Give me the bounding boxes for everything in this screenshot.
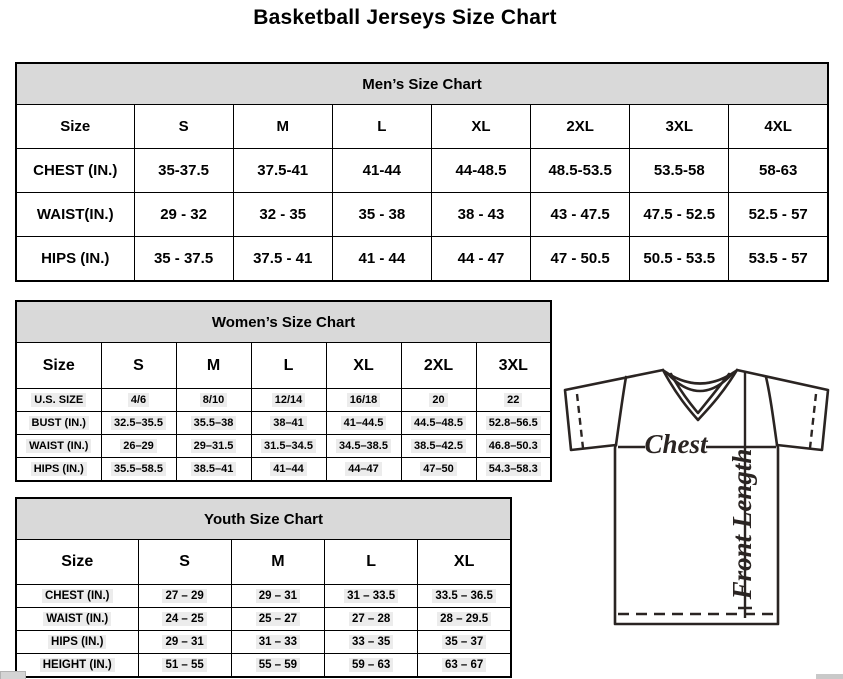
table-cell: 44-48.5 xyxy=(431,149,530,193)
row-label: WAIST (IN.) xyxy=(16,608,138,631)
column-header: S xyxy=(134,105,233,149)
table-cell: 44–47 xyxy=(326,458,401,482)
table-cell: 38 - 43 xyxy=(431,193,530,237)
table-cell: 28 – 29.5 xyxy=(418,608,511,631)
table-row xyxy=(16,389,551,412)
row-label: HIPS (IN.) xyxy=(16,631,138,654)
table-cell: 41 - 44 xyxy=(332,237,431,282)
table-cell: 8/10 xyxy=(176,389,251,412)
table-title: Youth Size Chart xyxy=(16,498,511,540)
table-cell: 35 - 37.5 xyxy=(134,237,233,282)
table-cell: 12/14 xyxy=(251,389,326,412)
horizontal-scrollbar-fragment-left[interactable] xyxy=(0,671,26,679)
table-cell: 34.5–38.5 xyxy=(326,435,401,458)
column-header: S xyxy=(101,343,176,389)
table-cell: 22 xyxy=(476,389,551,412)
table-cell: 35 - 38 xyxy=(332,193,431,237)
column-header: 2XL xyxy=(531,105,630,149)
table-cell: 54.3–58.3 xyxy=(476,458,551,482)
table-cell: 33.5 – 36.5 xyxy=(418,585,511,608)
table-cell: 38–41 xyxy=(251,412,326,435)
page-title: Basketball Jerseys Size Chart xyxy=(253,6,557,29)
table-cell: 63 – 67 xyxy=(418,654,511,678)
row-label: HIPS (IN.) xyxy=(16,458,101,482)
chest-label: Chest xyxy=(644,429,708,460)
column-header: M xyxy=(231,540,324,585)
column-header: L xyxy=(325,540,418,585)
table-cell: 25 – 27 xyxy=(231,608,324,631)
table-cell: 33 – 35 xyxy=(325,631,418,654)
table-cell: 35 – 37 xyxy=(418,631,511,654)
table-title-row xyxy=(16,63,828,105)
column-header: M xyxy=(233,105,332,149)
table-row xyxy=(16,435,551,458)
column-header: 3XL xyxy=(476,343,551,389)
table-title-row xyxy=(16,301,551,343)
table-cell: 52.5 - 57 xyxy=(729,193,828,237)
right-sleeve-seam xyxy=(766,377,777,445)
table-cell: 47–50 xyxy=(401,458,476,482)
table-title: Men’s Size Chart xyxy=(16,63,828,105)
column-header: XL xyxy=(326,343,401,389)
table-cell: 24 – 25 xyxy=(138,608,231,631)
table-cell: 29 – 31 xyxy=(138,631,231,654)
table-row xyxy=(16,412,551,435)
table-cell: 29–31.5 xyxy=(176,435,251,458)
table-cell: 55 – 59 xyxy=(231,654,324,678)
table-cell: 20 xyxy=(401,389,476,412)
table-header-row xyxy=(16,105,828,149)
table-cell: 50.5 - 53.5 xyxy=(630,237,729,282)
row-label: BUST (IN.) xyxy=(16,412,101,435)
table-cell: 46.8–50.3 xyxy=(476,435,551,458)
table-cell: 35-37.5 xyxy=(134,149,233,193)
row-label: CHEST (IN.) xyxy=(16,149,134,193)
size-column-header: Size xyxy=(16,343,101,389)
table-cell: 41–44.5 xyxy=(326,412,401,435)
column-header: L xyxy=(332,105,431,149)
table-cell: 4/6 xyxy=(101,389,176,412)
table-cell: 48.5-53.5 xyxy=(531,149,630,193)
table-cell: 38.5–42.5 xyxy=(401,435,476,458)
table-cell: 29 – 31 xyxy=(231,585,324,608)
column-header: S xyxy=(138,540,231,585)
table-cell: 47 - 50.5 xyxy=(531,237,630,282)
table-row xyxy=(16,631,511,654)
table-cell: 41–44 xyxy=(251,458,326,482)
table-cell: 47.5 - 52.5 xyxy=(630,193,729,237)
table-row xyxy=(16,608,511,631)
table-cell: 27 – 28 xyxy=(325,608,418,631)
mens-size-chart-table xyxy=(15,62,829,282)
table-header-row xyxy=(16,540,511,585)
table-cell: 29 - 32 xyxy=(134,193,233,237)
table-cell: 52.8–56.5 xyxy=(476,412,551,435)
table-cell: 32 - 35 xyxy=(233,193,332,237)
table-cell: 31 – 33 xyxy=(231,631,324,654)
table-title: Women’s Size Chart xyxy=(16,301,551,343)
table-row xyxy=(16,458,551,482)
table-cell: 35.5–58.5 xyxy=(101,458,176,482)
table-cell: 53.5 - 57 xyxy=(729,237,828,282)
table-title-row xyxy=(16,498,511,540)
table-row xyxy=(16,585,511,608)
row-label: HEIGHT (IN.) xyxy=(16,654,138,678)
front-length-label: Front Length xyxy=(727,448,758,600)
table-row xyxy=(16,193,828,237)
table-row xyxy=(16,237,828,282)
table-cell: 32.5–35.5 xyxy=(101,412,176,435)
table-cell: 59 – 63 xyxy=(325,654,418,678)
right-cuff-dashed-line xyxy=(810,394,816,448)
table-cell: 37.5 - 41 xyxy=(233,237,332,282)
table-cell: 35.5–38 xyxy=(176,412,251,435)
table-cell: 53.5-58 xyxy=(630,149,729,193)
table-cell: 16/18 xyxy=(326,389,401,412)
row-label: HIPS (IN.) xyxy=(16,237,134,282)
column-header: 3XL xyxy=(630,105,729,149)
table-cell: 44.5–48.5 xyxy=(401,412,476,435)
size-column-header: Size xyxy=(16,105,134,149)
row-label: WAIST(IN.) xyxy=(16,193,134,237)
column-header: 2XL xyxy=(401,343,476,389)
row-label: CHEST (IN.) xyxy=(16,585,138,608)
jersey-outline xyxy=(565,370,828,624)
row-label: U.S. SIZE xyxy=(16,389,101,412)
size-column-header: Size xyxy=(16,540,138,585)
jersey-measurement-diagram xyxy=(552,356,832,626)
left-sleeve-seam xyxy=(616,377,626,445)
row-label: WAIST (IN.) xyxy=(16,435,101,458)
table-cell: 27 – 29 xyxy=(138,585,231,608)
table-cell: 41-44 xyxy=(332,149,431,193)
table-cell: 43 - 47.5 xyxy=(531,193,630,237)
table-cell: 44 - 47 xyxy=(431,237,530,282)
column-header: XL xyxy=(431,105,530,149)
table-cell: 31.5–34.5 xyxy=(251,435,326,458)
table-cell: 58-63 xyxy=(729,149,828,193)
column-header: 4XL xyxy=(729,105,828,149)
table-row xyxy=(16,149,828,193)
table-cell: 26–29 xyxy=(101,435,176,458)
horizontal-scrollbar-fragment-right[interactable] xyxy=(816,674,843,679)
womens-size-chart-table xyxy=(15,300,552,482)
table-cell: 37.5-41 xyxy=(233,149,332,193)
table-cell: 38.5–41 xyxy=(176,458,251,482)
table-row xyxy=(16,654,511,678)
column-header: XL xyxy=(418,540,511,585)
youth-size-chart-table xyxy=(15,497,512,678)
table-cell: 51 – 55 xyxy=(138,654,231,678)
table-header-row xyxy=(16,343,551,389)
column-header: M xyxy=(176,343,251,389)
left-cuff-dashed-line xyxy=(577,394,583,448)
table-cell: 31 – 33.5 xyxy=(325,585,418,608)
column-header: L xyxy=(251,343,326,389)
